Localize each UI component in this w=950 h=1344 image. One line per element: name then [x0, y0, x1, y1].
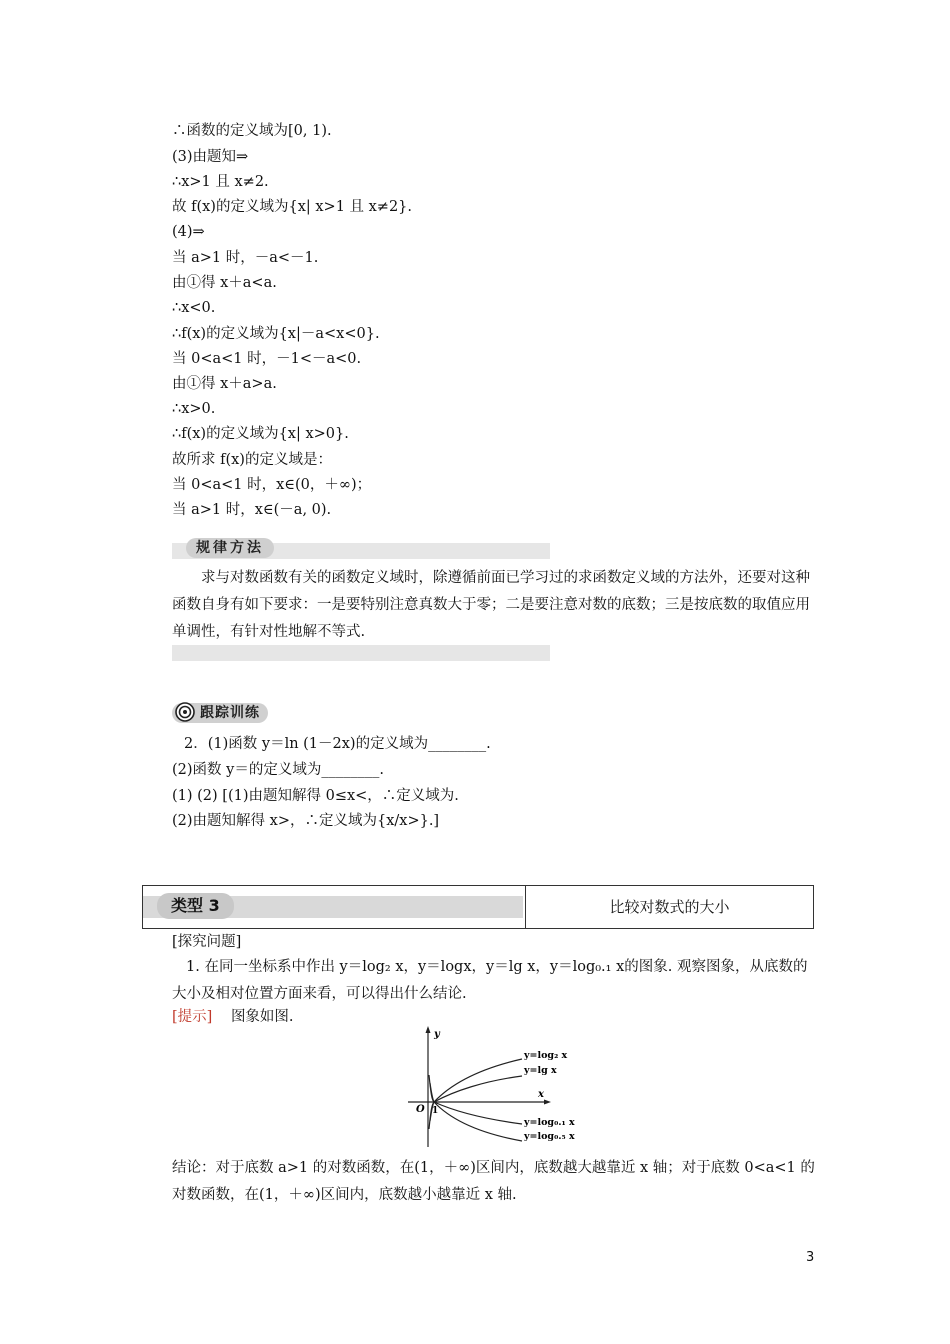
solution-line: ∴f(x)的定义域为{x|－a<x<0}. — [172, 326, 380, 342]
solution-line: 当 a>1 时，x∈(－a, 0). — [172, 502, 332, 518]
label-log05: y=log₀.₅ x — [524, 1131, 575, 1142]
explore-question: 1. 在同一坐标系中作出 y＝log₂ x，y＝logx，y＝lg x，y＝log₀.₁ x的图象. 观察图象，从底数的大小及相对位置方面来看，可以得出什么结论. — [172, 959, 808, 1002]
label-lg: y=lg x — [524, 1065, 557, 1076]
label-log2: y=log₂ x — [524, 1050, 568, 1061]
tracking-line: 2．(1)函数 y＝ln (1－2x)的定义域为________. — [184, 736, 491, 752]
curve-log2 — [429, 1059, 522, 1102]
type3-header — [142, 885, 814, 929]
x-axis-arrow — [544, 1100, 551, 1105]
hint-label: [提示] — [172, 1009, 213, 1025]
solution-line: ∴x>1 且 x≠2. — [172, 174, 269, 190]
solution-line: 由①得 x＋a<a. — [172, 275, 277, 291]
type3-title: 比较对数式的大小 — [609, 898, 730, 916]
y-axis-label: y — [434, 1029, 440, 1040]
curve-log01 — [430, 1102, 522, 1124]
one-label: 1 — [432, 1106, 439, 1116]
x-axis-label: x — [538, 1089, 544, 1100]
tracking-tag: 跟踪训练 — [172, 703, 268, 723]
solution-line: 由①得 x＋a>a. — [172, 376, 277, 392]
hint-text: 图象如图. — [230, 1009, 294, 1025]
solution-line: (3)由题知⇒ — [172, 149, 249, 165]
rules-tag: 规律方法 — [186, 538, 274, 558]
solution-line: 当 0<a<1 时，－1<－a<0. — [172, 351, 362, 367]
tracking-line: (2)由题知解得 x>，∴定义域为{x/x>}.] — [172, 813, 440, 829]
tracking-line: (2)函数 y＝的定义域为________. — [172, 762, 384, 778]
solution-line: ∴x<0. — [172, 300, 216, 316]
solution-line: (4)⇒ — [172, 224, 205, 240]
log-graph — [398, 1025, 594, 1149]
solution-line: ∴x>0. — [172, 401, 216, 417]
tracking-line: (1) (2) [(1)由题知解得 0≤x<，∴定义域为. — [172, 788, 459, 804]
explore-heading: [探究问题] — [172, 934, 242, 950]
solution-line: ∴函数的定义域为[0, 1). — [172, 123, 332, 139]
origin-label: O — [416, 1104, 425, 1115]
page-number: 3 — [806, 1250, 815, 1265]
curve-lg — [430, 1076, 522, 1102]
solution-line: 当 a>1 时，－a<－1. — [172, 250, 319, 266]
label-log01: y=log₀.₁ x — [524, 1117, 575, 1128]
target-icon — [175, 702, 195, 722]
solution-line: 故 f(x)的定义域为{x| x>1 且 x≠2}. — [172, 199, 413, 215]
solution-line: ∴f(x)的定义域为{x| x>0}. — [172, 426, 349, 442]
y-axis-arrow — [426, 1026, 431, 1033]
conclusion: 结论：对于底数 a>1 的对数函数，在(1，＋∞)区间内，底数越大越靠近 x 轴；对于底数 0<a<1 的对数函数，在(1，＋∞)区间内，底数越小越靠近 x 轴. — [172, 1160, 815, 1203]
solution-line: 当 0<a<1 时，x∈(0，＋∞)； — [172, 477, 372, 493]
rules-text: 求与对数函数有关的函数定义域时，除遵循前面已学习过的求函数定义域的方法外，还要对这种函数自身有如下要求：一是要特别注意真数大于零；二是要注意对数的底数；三是按底数的取值应用单调性，有针对性地解不等式. — [172, 570, 810, 640]
type3-label: 类型 3 — [157, 893, 234, 919]
rules-banner-bottom — [172, 645, 550, 661]
solution-line: 故所求 f(x)的定义域是： — [172, 452, 332, 468]
